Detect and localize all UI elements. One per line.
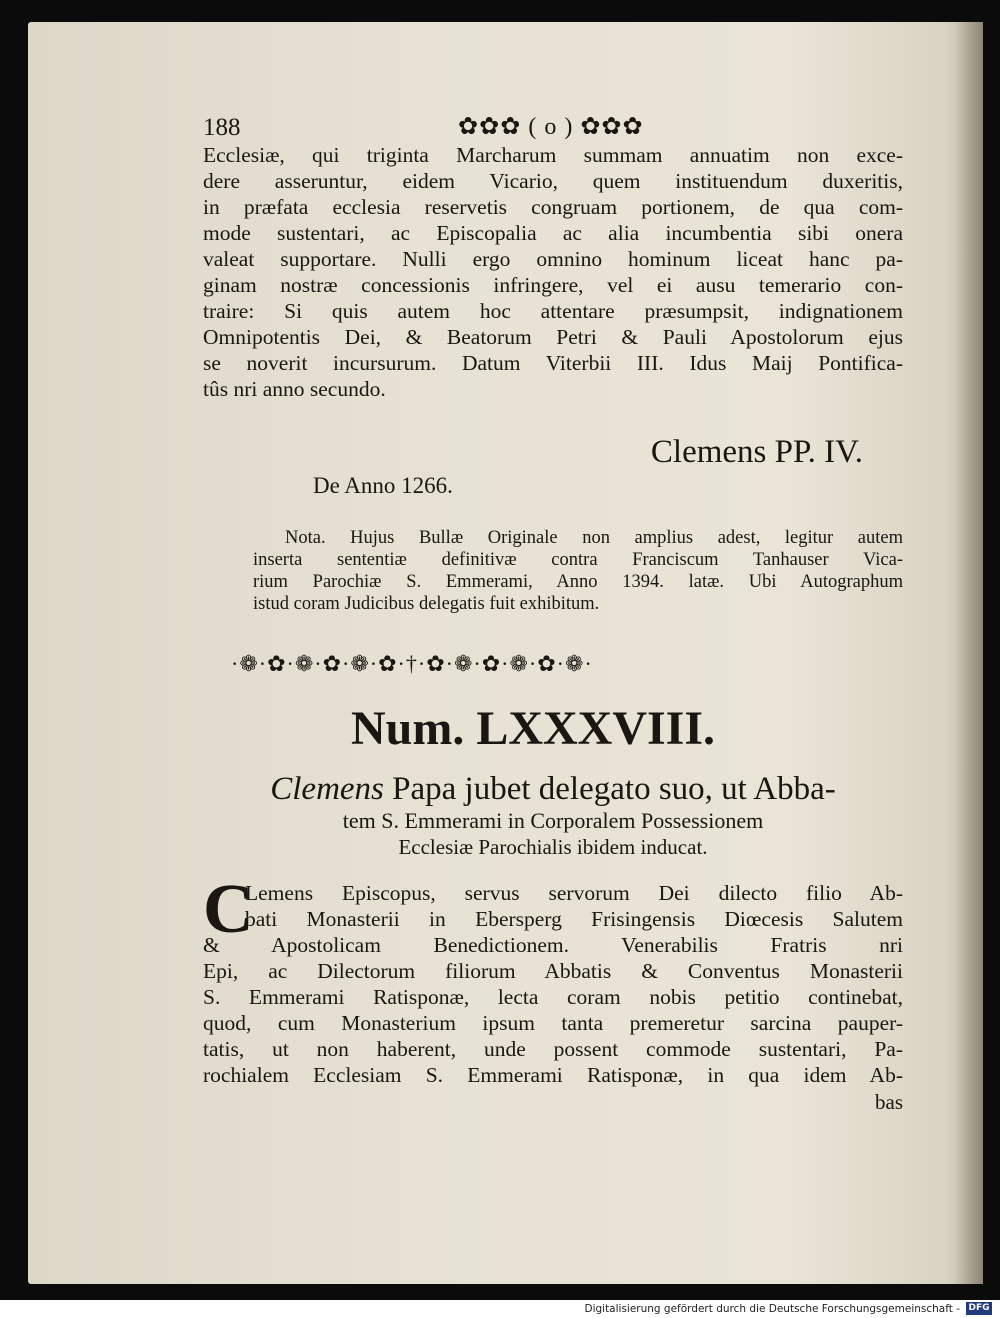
- body-line: Omnipotentis Dei, & Beatorum Petri & Pauli Apostolorum ejus: [203, 325, 903, 349]
- body-text: [203, 142, 903, 402]
- note-line: rium Parochiæ S. Emmerami, Anno 1394. latæ. Ubi Autographum: [253, 572, 903, 592]
- ornamental-divider: ·❁·✿·❁·✿·❁·✿·†·✿·❁·✿·❁·✿·❁·: [231, 651, 593, 676]
- letter-line: & Apostolicam Benedictionem. Venerabilis Fratris nri: [203, 933, 903, 957]
- letter-text: [203, 871, 903, 1088]
- document-title: [203, 770, 903, 808]
- drop-cap: C: [203, 871, 254, 948]
- body-line: tûs nri anno secundo.: [203, 377, 386, 401]
- body-line: valeat supportare. Nulli ergo omnino hominum liceat hanc pa-: [203, 247, 903, 271]
- year-line: De Anno 1266.: [313, 473, 453, 498]
- page-content: [203, 112, 903, 1115]
- running-head-ornament: ✿✿✿ ( o ) ✿✿✿: [458, 114, 644, 140]
- note-line: inserta sententiæ definitivæ contra Franciscum Tanhauser Vica-: [253, 550, 903, 570]
- letter-line: quod, cum Monasterium ipsum tanta premeretur sarcina pauper-: [203, 1011, 903, 1035]
- note: [203, 527, 903, 615]
- body-line: Ecclesiæ, qui triginta Marcharum summam annuatim non exce-: [203, 143, 903, 167]
- page-spine-shadow: [955, 22, 983, 1284]
- note-line: istud coram Judicibus delegatis fuit exhibitum.: [253, 594, 600, 614]
- title-line-3: Ecclesiæ Parochialis ibidem inducat.: [398, 835, 708, 859]
- letter-line: rochialem Ecclesiam S. Emmerami Ratisponæ, in qua idem Ab-: [203, 1063, 903, 1087]
- body-line: mode sustentari, ac Episcopalia ac alia incumbentia sibi onera: [203, 221, 903, 245]
- section-heading: Num. LXXXVIII.: [350, 702, 716, 755]
- title-italic: Clemens: [270, 771, 384, 807]
- footer-bar: [0, 1300, 1000, 1318]
- catchword: bas: [875, 1090, 903, 1114]
- running-head: [203, 112, 903, 142]
- body-line: ginam nostræ concessionis infringere, vel ei ausu temerario con-: [203, 273, 903, 297]
- page-number: 188: [203, 114, 241, 141]
- letter-line: tatis, ut non haberent, unde possent commode sustentari, Pa-: [203, 1037, 903, 1061]
- body-line: traire: Si quis autem hoc attentare præsumpsit, indignationem: [203, 299, 903, 323]
- letter-line: Lemens Episcopus, servus servorum Dei dilecto filio Ab-: [245, 881, 903, 905]
- letter-line: bati Monasterii in Ebersperg Frisingensis Diœcesis Salutem: [245, 907, 903, 931]
- body-line: se noverit incursurum. Datum Viterbii III. Idus Maij Pontifica-: [203, 351, 903, 375]
- title-line-2: tem S. Emmerami in Corporalem Possessionem: [342, 808, 764, 833]
- letter-line: S. Emmerami Ratisponæ, lecta coram nobis petitio continebat,: [203, 985, 903, 1009]
- body-line: dere asseruntur, eidem Vicario, quem instituendum duxeritis,: [203, 169, 903, 193]
- body-line: in præfata ecclesia reservetis congruam portionem, de qua com-: [203, 195, 903, 219]
- dfg-logo[interactable]: DFG: [966, 1302, 992, 1315]
- letter-line: Epi, ac Dilectorum filiorum Abbatis & Conventus Monasterii: [203, 959, 903, 983]
- title-rest: Papa jubet delegato suo, ut Abba-: [392, 771, 836, 807]
- funding-notice: Digitalisierung gefördert durch die Deutsche Forschungsgemeinschaft -: [584, 1303, 960, 1315]
- note-line: Nota. Hujus Bullæ Originale non amplius adest, legitur autem: [285, 528, 903, 548]
- signature: Clemens PP. IV.: [650, 434, 863, 470]
